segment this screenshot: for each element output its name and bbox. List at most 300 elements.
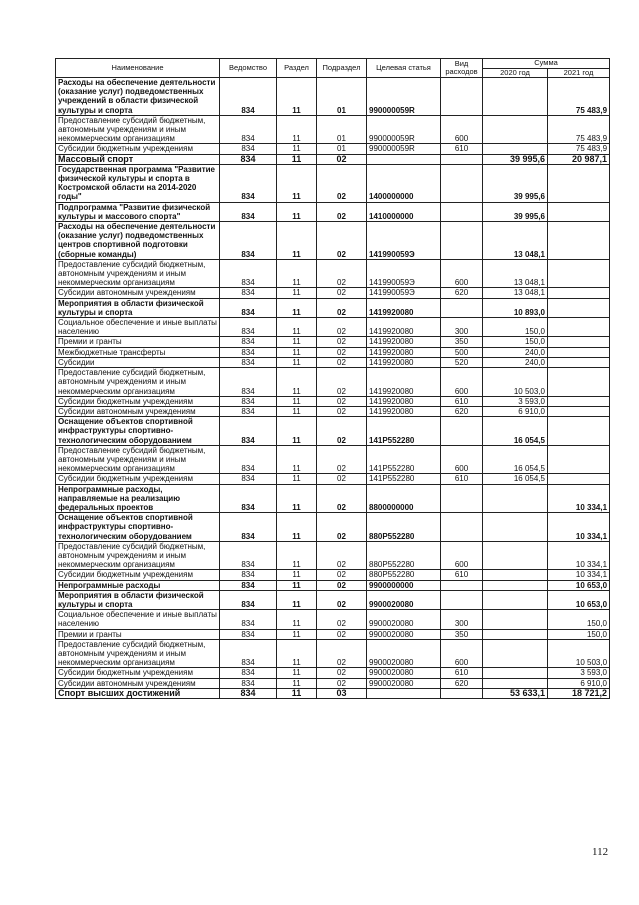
cell-target: 1419920080 xyxy=(367,357,441,367)
cell-name: Субсидии автономным учреждениям xyxy=(56,406,220,416)
header-subsection: Подраздел xyxy=(317,59,367,78)
cell-dept: 834 xyxy=(220,115,277,144)
cell-exptype: 520 xyxy=(441,357,483,367)
cell-2020: 39 995,6 xyxy=(483,202,548,221)
cell-2020 xyxy=(483,668,548,678)
cell-name: Предоставление субсидий бюджетным, автономным учреждениям и иным некоммерческим организациям xyxy=(56,639,220,668)
cell-target: 9900020080 xyxy=(367,610,441,629)
table-row xyxy=(56,357,610,367)
cell-subsection: 02 xyxy=(317,318,367,337)
cell-subsection: 01 xyxy=(317,115,367,144)
cell-subsection: 02 xyxy=(317,639,367,668)
cell-section: 11 xyxy=(277,590,317,609)
cell-2021: 6 910,0 xyxy=(548,678,610,688)
cell-exptype: 600 xyxy=(441,541,483,570)
table-row xyxy=(56,78,610,116)
cell-target: 880P552280 xyxy=(367,570,441,580)
cell-2020: 13 048,1 xyxy=(483,259,548,288)
cell-2021: 75 483,9 xyxy=(548,78,610,116)
table-row xyxy=(56,541,610,570)
cell-name: Субсидии автономным учреждениям xyxy=(56,288,220,298)
cell-name: Субсидии автономным учреждениям xyxy=(56,678,220,688)
cell-section: 11 xyxy=(277,368,317,397)
cell-section: 11 xyxy=(277,144,317,154)
cell-2020 xyxy=(483,570,548,580)
cell-2021 xyxy=(548,474,610,484)
cell-name: Мероприятия в области физической культуры и спорта xyxy=(56,298,220,317)
cell-2020 xyxy=(483,115,548,144)
cell-2021: 150,0 xyxy=(548,629,610,639)
cell-subsection: 02 xyxy=(317,154,367,164)
table-row xyxy=(56,610,610,629)
cell-2021: 3 593,0 xyxy=(548,668,610,678)
cell-2021: 10 653,0 xyxy=(548,580,610,590)
cell-subsection: 02 xyxy=(317,288,367,298)
cell-subsection: 02 xyxy=(317,629,367,639)
cell-subsection: 02 xyxy=(317,347,367,357)
cell-dept: 834 xyxy=(220,396,277,406)
cell-dept: 834 xyxy=(220,357,277,367)
cell-target: 141P552280 xyxy=(367,474,441,484)
cell-name: Непрограммные расходы xyxy=(56,580,220,590)
cell-subsection: 02 xyxy=(317,580,367,590)
cell-target: 990000059R xyxy=(367,144,441,154)
table-row xyxy=(56,115,610,144)
cell-2020 xyxy=(483,629,548,639)
cell-exptype xyxy=(441,164,483,202)
cell-exptype xyxy=(441,417,483,446)
cell-name: Субсидии бюджетным учреждениям xyxy=(56,396,220,406)
cell-dept: 834 xyxy=(220,347,277,357)
cell-name: Премии и гранты xyxy=(56,629,220,639)
cell-dept: 834 xyxy=(220,154,277,164)
cell-target: 1419920080 xyxy=(367,347,441,357)
cell-dept: 834 xyxy=(220,570,277,580)
table-body xyxy=(56,78,610,699)
cell-target: 1410000000 xyxy=(367,202,441,221)
cell-2021 xyxy=(548,406,610,416)
cell-name: Субсидии xyxy=(56,357,220,367)
cell-2020 xyxy=(483,484,548,513)
cell-dept: 834 xyxy=(220,417,277,446)
cell-subsection: 02 xyxy=(317,164,367,202)
table-row xyxy=(56,678,610,688)
cell-2020 xyxy=(483,78,548,116)
cell-subsection: 02 xyxy=(317,222,367,260)
cell-name: Расходы на обеспечение деятельности (оказание услуг) подведомственных центров спортивной подготовки (сборные команды) xyxy=(56,222,220,260)
table-row xyxy=(56,164,610,202)
cell-dept: 834 xyxy=(220,337,277,347)
table-row xyxy=(56,484,610,513)
cell-dept: 834 xyxy=(220,668,277,678)
cell-target: 1419920080 xyxy=(367,396,441,406)
header-sum: Сумма xyxy=(483,59,610,69)
cell-subsection: 02 xyxy=(317,484,367,513)
cell-target: 9900020080 xyxy=(367,590,441,609)
table-row xyxy=(56,396,610,406)
table-row xyxy=(56,668,610,678)
cell-2020 xyxy=(483,639,548,668)
cell-section: 11 xyxy=(277,580,317,590)
cell-name: Мероприятия в области физической культуры и спорта xyxy=(56,590,220,609)
cell-subsection: 02 xyxy=(317,678,367,688)
cell-2021: 20 987,1 xyxy=(548,154,610,164)
cell-section: 11 xyxy=(277,259,317,288)
cell-subsection: 02 xyxy=(317,590,367,609)
cell-section: 11 xyxy=(277,406,317,416)
cell-section: 11 xyxy=(277,610,317,629)
table-row xyxy=(56,202,610,221)
cell-dept: 834 xyxy=(220,288,277,298)
cell-subsection: 02 xyxy=(317,337,367,347)
cell-name: Оснащение объектов спортивной инфраструктуры спортивно-технологическим оборудованием xyxy=(56,417,220,446)
cell-target: 9900020080 xyxy=(367,678,441,688)
cell-dept: 834 xyxy=(220,202,277,221)
cell-exptype: 600 xyxy=(441,115,483,144)
page-number: 112 xyxy=(592,846,609,858)
cell-section: 11 xyxy=(277,154,317,164)
cell-2021: 10 653,0 xyxy=(548,590,610,609)
table-row xyxy=(56,580,610,590)
table-row xyxy=(56,590,610,609)
cell-2020 xyxy=(483,144,548,154)
cell-2020: 6 910,0 xyxy=(483,406,548,416)
cell-section: 11 xyxy=(277,688,317,698)
cell-2020: 16 054,5 xyxy=(483,445,548,474)
cell-2021 xyxy=(548,337,610,347)
cell-target: 9900000000 xyxy=(367,580,441,590)
header-exptype: Вид расходов xyxy=(441,59,483,78)
header-2021: 2021 год xyxy=(548,68,610,78)
cell-subsection: 02 xyxy=(317,417,367,446)
cell-name: Спорт высших достижений xyxy=(56,688,220,698)
table-row xyxy=(56,629,610,639)
table-row xyxy=(56,417,610,446)
cell-name: Субсидии бюджетным учреждениям xyxy=(56,570,220,580)
table-row xyxy=(56,318,610,337)
cell-2020: 13 048,1 xyxy=(483,222,548,260)
table-row xyxy=(56,144,610,154)
cell-2021: 150,0 xyxy=(548,610,610,629)
cell-name: Субсидии бюджетным учреждениям xyxy=(56,668,220,678)
cell-2021: 10 334,1 xyxy=(548,570,610,580)
cell-exptype: 600 xyxy=(441,259,483,288)
cell-2020 xyxy=(483,580,548,590)
cell-exptype xyxy=(441,484,483,513)
cell-2021 xyxy=(548,298,610,317)
cell-exptype: 350 xyxy=(441,629,483,639)
cell-target: 1419920080 xyxy=(367,318,441,337)
table-row xyxy=(56,337,610,347)
cell-target: 141990059Э xyxy=(367,222,441,260)
cell-name: Социальное обеспечение и иные выплаты населению xyxy=(56,318,220,337)
cell-name: Предоставление субсидий бюджетным, автономным учреждениям и иным некоммерческим организациям xyxy=(56,115,220,144)
cell-target: 880P552280 xyxy=(367,541,441,570)
cell-exptype: 350 xyxy=(441,337,483,347)
cell-target: 9900020080 xyxy=(367,629,441,639)
cell-2020: 39 995,6 xyxy=(483,154,548,164)
cell-exptype xyxy=(441,688,483,698)
cell-dept: 834 xyxy=(220,590,277,609)
cell-name: Расходы на обеспечение деятельности (оказание услуг) подведомственных учреждений в области физической культуры и спорта xyxy=(56,78,220,116)
cell-exptype xyxy=(441,580,483,590)
cell-subsection: 02 xyxy=(317,202,367,221)
cell-exptype: 610 xyxy=(441,144,483,154)
cell-2020: 10 893,0 xyxy=(483,298,548,317)
cell-exptype xyxy=(441,513,483,542)
cell-section: 11 xyxy=(277,318,317,337)
header-name: Наименование xyxy=(56,59,220,78)
cell-target: 1400000000 xyxy=(367,164,441,202)
cell-dept: 834 xyxy=(220,484,277,513)
cell-exptype: 600 xyxy=(441,639,483,668)
cell-target: 990000059R xyxy=(367,78,441,116)
cell-section: 11 xyxy=(277,288,317,298)
cell-2021: 18 721,2 xyxy=(548,688,610,698)
cell-dept: 834 xyxy=(220,445,277,474)
cell-2020: 39 995,6 xyxy=(483,164,548,202)
cell-subsection: 02 xyxy=(317,357,367,367)
cell-target: 990000059R xyxy=(367,115,441,144)
cell-2020: 13 048,1 xyxy=(483,288,548,298)
cell-target: 9900020080 xyxy=(367,639,441,668)
cell-exptype: 620 xyxy=(441,678,483,688)
cell-exptype xyxy=(441,154,483,164)
cell-dept: 834 xyxy=(220,406,277,416)
cell-target xyxy=(367,688,441,698)
cell-subsection: 02 xyxy=(317,474,367,484)
cell-2021 xyxy=(548,202,610,221)
cell-dept: 834 xyxy=(220,688,277,698)
table-row xyxy=(56,222,610,260)
table-row xyxy=(56,259,610,288)
cell-target: 8800000000 xyxy=(367,484,441,513)
table-row xyxy=(56,474,610,484)
cell-dept: 834 xyxy=(220,678,277,688)
cell-dept: 834 xyxy=(220,541,277,570)
cell-exptype: 300 xyxy=(441,318,483,337)
cell-exptype xyxy=(441,202,483,221)
cell-section: 11 xyxy=(277,347,317,357)
cell-subsection: 02 xyxy=(317,368,367,397)
cell-subsection: 02 xyxy=(317,668,367,678)
cell-name: Субсидии бюджетным учреждениям xyxy=(56,144,220,154)
cell-section: 11 xyxy=(277,513,317,542)
cell-section: 11 xyxy=(277,445,317,474)
cell-name: Предоставление субсидий бюджетным, автономным учреждениям и иным некоммерческим организациям xyxy=(56,368,220,397)
cell-target: 141P552280 xyxy=(367,445,441,474)
cell-2020: 10 503,0 xyxy=(483,368,548,397)
header-2020: 2020 год xyxy=(483,68,548,78)
cell-2020 xyxy=(483,590,548,609)
cell-dept: 834 xyxy=(220,78,277,116)
table-row xyxy=(56,688,610,698)
cell-exptype: 620 xyxy=(441,288,483,298)
cell-section: 11 xyxy=(277,570,317,580)
cell-2020 xyxy=(483,610,548,629)
cell-2021 xyxy=(548,417,610,446)
header-section: Раздел xyxy=(277,59,317,78)
cell-2021 xyxy=(548,445,610,474)
cell-2020: 150,0 xyxy=(483,337,548,347)
cell-2020 xyxy=(483,541,548,570)
cell-target: 1419920080 xyxy=(367,406,441,416)
cell-name: Непрограммные расходы, направляемые на реализацию федеральных проектов xyxy=(56,484,220,513)
cell-target: 1419920080 xyxy=(367,368,441,397)
cell-name: Предоставление субсидий бюджетным, автономным учреждениям и иным некоммерческим организациям xyxy=(56,541,220,570)
cell-target: 1419920080 xyxy=(367,337,441,347)
cell-2021 xyxy=(548,368,610,397)
cell-target: 141990059Э xyxy=(367,259,441,288)
cell-section: 11 xyxy=(277,668,317,678)
cell-dept: 834 xyxy=(220,513,277,542)
cell-section: 11 xyxy=(277,115,317,144)
cell-subsection: 02 xyxy=(317,445,367,474)
cell-section: 11 xyxy=(277,474,317,484)
cell-target: 880P552280 xyxy=(367,513,441,542)
cell-2021: 10 334,1 xyxy=(548,484,610,513)
cell-2021 xyxy=(548,318,610,337)
cell-2021: 75 483,9 xyxy=(548,115,610,144)
cell-name: Субсидии бюджетным учреждениям xyxy=(56,474,220,484)
cell-dept: 834 xyxy=(220,639,277,668)
cell-section: 11 xyxy=(277,337,317,347)
cell-section: 11 xyxy=(277,357,317,367)
cell-section: 11 xyxy=(277,629,317,639)
cell-dept: 834 xyxy=(220,629,277,639)
cell-dept: 834 xyxy=(220,474,277,484)
cell-dept: 834 xyxy=(220,259,277,288)
cell-exptype: 600 xyxy=(441,368,483,397)
cell-name: Государственная программа "Развитие физической культуры и спорта в Костромской области на 2014-2020 годы" xyxy=(56,164,220,202)
table-row xyxy=(56,154,610,164)
cell-name: Массовый спорт xyxy=(56,154,220,164)
cell-name: Предоставление субсидий бюджетным, автономным учреждениям и иным некоммерческим организациям xyxy=(56,259,220,288)
cell-exptype: 300 xyxy=(441,610,483,629)
cell-target xyxy=(367,154,441,164)
cell-section: 11 xyxy=(277,678,317,688)
cell-section: 11 xyxy=(277,298,317,317)
cell-exptype: 620 xyxy=(441,406,483,416)
cell-exptype xyxy=(441,222,483,260)
cell-name: Социальное обеспечение и иные выплаты населению xyxy=(56,610,220,629)
cell-section: 11 xyxy=(277,417,317,446)
cell-2020: 240,0 xyxy=(483,357,548,367)
cell-2020: 16 054,5 xyxy=(483,474,548,484)
cell-exptype: 500 xyxy=(441,347,483,357)
table-row xyxy=(56,639,610,668)
cell-subsection: 01 xyxy=(317,144,367,154)
cell-subsection: 02 xyxy=(317,259,367,288)
cell-subsection: 03 xyxy=(317,688,367,698)
cell-exptype: 610 xyxy=(441,396,483,406)
cell-name: Подпрограмма "Развитие физической культуры и массового спорта" xyxy=(56,202,220,221)
cell-name: Премии и гранты xyxy=(56,337,220,347)
cell-2021 xyxy=(548,164,610,202)
cell-2021 xyxy=(548,357,610,367)
cell-2021: 10 334,1 xyxy=(548,513,610,542)
cell-2021 xyxy=(548,396,610,406)
cell-2020: 16 054,5 xyxy=(483,417,548,446)
cell-section: 11 xyxy=(277,202,317,221)
cell-2021 xyxy=(548,259,610,288)
header-target: Целевая статья xyxy=(367,59,441,78)
cell-section: 11 xyxy=(277,541,317,570)
cell-subsection: 02 xyxy=(317,610,367,629)
cell-exptype xyxy=(441,590,483,609)
table-row xyxy=(56,288,610,298)
cell-dept: 834 xyxy=(220,318,277,337)
table-row xyxy=(56,298,610,317)
cell-section: 11 xyxy=(277,78,317,116)
cell-exptype xyxy=(441,298,483,317)
cell-dept: 834 xyxy=(220,580,277,590)
cell-2021: 10 334,1 xyxy=(548,541,610,570)
cell-target: 9900020080 xyxy=(367,668,441,678)
cell-section: 11 xyxy=(277,639,317,668)
cell-2021: 10 503,0 xyxy=(548,639,610,668)
header-dept: Ведомство xyxy=(220,59,277,78)
cell-2021 xyxy=(548,222,610,260)
cell-section: 11 xyxy=(277,164,317,202)
cell-subsection: 02 xyxy=(317,570,367,580)
cell-dept: 834 xyxy=(220,144,277,154)
cell-dept: 834 xyxy=(220,610,277,629)
cell-name: Межбюджетные трансферты xyxy=(56,347,220,357)
cell-target: 141P552280 xyxy=(367,417,441,446)
cell-section: 11 xyxy=(277,484,317,513)
cell-subsection: 02 xyxy=(317,513,367,542)
cell-exptype: 610 xyxy=(441,570,483,580)
cell-dept: 834 xyxy=(220,298,277,317)
table-row xyxy=(56,445,610,474)
cell-dept: 834 xyxy=(220,368,277,397)
cell-2020 xyxy=(483,513,548,542)
cell-2021 xyxy=(548,347,610,357)
cell-name: Оснащение объектов спортивной инфраструктуры спортивно-технологическим оборудованием xyxy=(56,513,220,542)
table-row xyxy=(56,347,610,357)
table-row xyxy=(56,406,610,416)
cell-subsection: 02 xyxy=(317,298,367,317)
cell-exptype xyxy=(441,78,483,116)
cell-2021 xyxy=(548,288,610,298)
cell-dept: 834 xyxy=(220,164,277,202)
table-row xyxy=(56,513,610,542)
cell-2020: 3 593,0 xyxy=(483,396,548,406)
cell-name: Предоставление субсидий бюджетным, автономным учреждениям и иным некоммерческим организациям xyxy=(56,445,220,474)
cell-exptype: 610 xyxy=(441,668,483,678)
cell-section: 11 xyxy=(277,222,317,260)
cell-subsection: 02 xyxy=(317,541,367,570)
cell-2020: 240,0 xyxy=(483,347,548,357)
cell-2021: 75 483,9 xyxy=(548,144,610,154)
cell-2020 xyxy=(483,678,548,688)
cell-dept: 834 xyxy=(220,222,277,260)
budget-table xyxy=(55,58,610,699)
table-row xyxy=(56,570,610,580)
table-row xyxy=(56,368,610,397)
cell-exptype: 600 xyxy=(441,445,483,474)
cell-target: 1419920080 xyxy=(367,298,441,317)
cell-target: 141990059Э xyxy=(367,288,441,298)
cell-section: 11 xyxy=(277,396,317,406)
cell-subsection: 02 xyxy=(317,406,367,416)
cell-subsection: 01 xyxy=(317,78,367,116)
cell-subsection: 02 xyxy=(317,396,367,406)
cell-2020: 53 633,1 xyxy=(483,688,548,698)
cell-exptype: 610 xyxy=(441,474,483,484)
cell-2020: 150,0 xyxy=(483,318,548,337)
